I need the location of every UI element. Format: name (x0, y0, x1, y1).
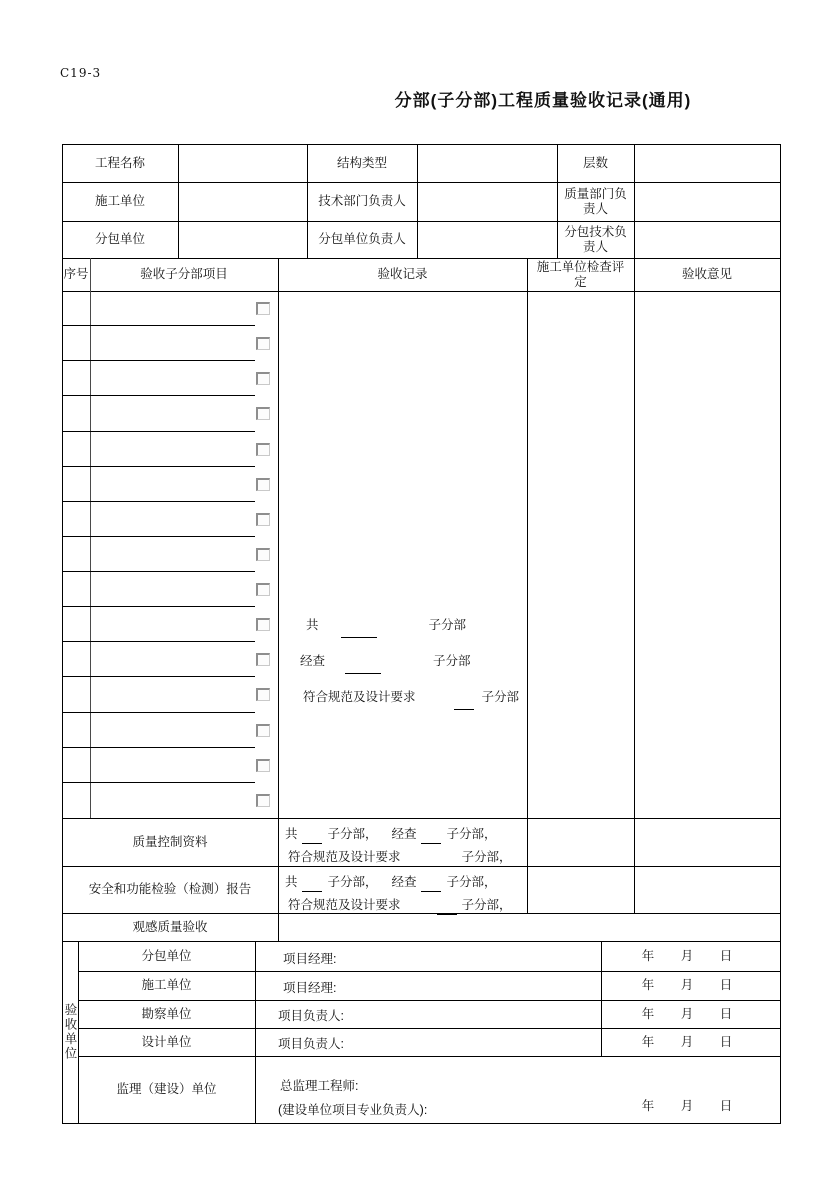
sign-date-design[interactable]: 年 月 日 (641, 1034, 740, 1049)
subpart-checkbox[interactable] (256, 794, 270, 807)
contractor-check-cell[interactable] (527, 291, 634, 818)
sign-unit-subcontractor: 分包单位 (141, 948, 192, 963)
subcontractor-label: 分包单位 (94, 232, 145, 246)
subpart-checkbox[interactable] (256, 302, 270, 315)
subpart-checkbox[interactable] (256, 653, 270, 666)
subpart-row (62, 713, 278, 748)
record-summary-line2: 经查 子分部 (300, 651, 471, 669)
structure-type-value[interactable] (417, 144, 557, 182)
subpart-checkbox[interactable] (256, 478, 270, 491)
subpart-row (62, 467, 278, 502)
subpart-row (62, 537, 278, 572)
subpart-checkbox[interactable] (256, 337, 270, 350)
subpart-item-list (62, 291, 278, 818)
count-blank[interactable] (345, 671, 381, 674)
subcontractor-value[interactable] (178, 221, 307, 258)
sign-role-survey: 项目负责人: (278, 1009, 344, 1023)
quality-control-docs-line-a: 共 子分部， 经查 子分部， (285, 824, 497, 842)
tech-dept-head-value[interactable] (417, 182, 557, 221)
subpart-row (62, 326, 278, 361)
sign-role-design: 项目负责人: (278, 1037, 344, 1051)
count-blank[interactable] (437, 864, 457, 867)
quality-control-docs-line-b: 符合规范及设计要求 子分部， (288, 847, 512, 865)
quality-control-docs-label: 质量控制资料 (132, 834, 208, 849)
subpart-checkbox[interactable] (256, 513, 270, 526)
header-item: 验收子分部项目 (140, 267, 228, 281)
record-summary-line3: 符合规范及设计要求 子分部 (303, 687, 519, 705)
subcontractor-tech-head-label: 分包技术负责人 (564, 224, 627, 254)
sign-date-supervisor[interactable]: 年 月 日 (641, 1098, 740, 1113)
safety-function-report-line-a: 共 子分部， 经查 子分部， (285, 872, 497, 890)
tech-dept-head-label: 技术部门负责人 (318, 194, 406, 208)
sign-date-constructor[interactable]: 年 月 日 (641, 978, 740, 992)
floors-label: 层数 (582, 155, 608, 170)
grid-line (278, 258, 279, 941)
count-blank[interactable] (454, 707, 474, 710)
sign-role-constructor: 项目经理: (283, 981, 337, 995)
subpart-row (62, 572, 278, 607)
subpart-row (62, 291, 278, 326)
subpart-checkbox[interactable] (256, 688, 270, 701)
construction-unit-value[interactable] (178, 182, 307, 221)
quality-dept-head-value[interactable] (634, 182, 780, 221)
safety-function-report-line-b: 符合规范及设计要求 子分部， (288, 895, 512, 913)
header-check: 施工单位检查评定 (536, 259, 625, 289)
sign-role-supervisor-line2: (建设单位项目专业负责人): (278, 1103, 428, 1117)
floors-value[interactable] (634, 144, 780, 182)
subpart-row (62, 677, 278, 712)
subpart-row (62, 607, 278, 642)
subpart-checkbox[interactable] (256, 548, 270, 561)
acceptance-opinion-cell[interactable] (634, 291, 780, 818)
grid-line (255, 941, 256, 1123)
count-blank[interactable] (341, 635, 377, 638)
doc-code: C19-3 (60, 66, 102, 80)
appearance-quality-record-cell[interactable] (278, 913, 780, 941)
subpart-checkbox[interactable] (256, 724, 270, 737)
construction-unit-label: 施工单位 (94, 194, 145, 208)
project-name-label: 工程名称 (94, 155, 145, 170)
subpart-checkbox[interactable] (256, 407, 270, 420)
sign-role-supervisor-line1: 总监理工程师: (280, 1079, 359, 1093)
appearance-quality-label: 观感质量验收 (132, 919, 208, 934)
sign-unit-supervisor: 监理（建设）单位 (116, 1082, 217, 1096)
count-blank[interactable] (302, 889, 322, 892)
count-blank[interactable] (421, 841, 441, 844)
subcontractor-head-value[interactable] (417, 221, 557, 258)
sign-unit-survey: 勘察单位 (141, 1006, 192, 1021)
header-opinion: 验收意见 (681, 267, 732, 281)
sign-date-survey[interactable]: 年 月 日 (641, 1006, 740, 1021)
sign-role-subcontractor: 项目经理: (283, 952, 337, 966)
subcontractor-tech-head-value[interactable] (634, 221, 780, 258)
subpart-row (62, 432, 278, 467)
count-blank[interactable] (302, 841, 322, 844)
subpart-row (62, 396, 278, 431)
subpart-checkbox[interactable] (256, 372, 270, 385)
grid-line (62, 1123, 781, 1124)
subpart-checkbox[interactable] (256, 443, 270, 456)
subpart-checkbox[interactable] (256, 618, 270, 631)
subpart-row (62, 783, 278, 818)
subpart-row (62, 502, 278, 537)
acceptance-units-side-label: 验收单位 (63, 1003, 77, 1061)
header-no: 序号 (63, 267, 89, 281)
sign-unit-constructor: 施工单位 (141, 978, 192, 992)
subpart-row (62, 361, 278, 396)
sign-date-subcontractor[interactable]: 年 月 日 (641, 948, 740, 963)
sign-unit-design: 设计单位 (141, 1034, 192, 1049)
count-blank[interactable] (421, 889, 441, 892)
subpart-row (62, 748, 278, 783)
subpart-checkbox[interactable] (256, 759, 270, 772)
subpart-checkbox[interactable] (256, 583, 270, 596)
safety-function-report-label: 安全和功能检验（检测）报告 (88, 882, 252, 896)
page-title: 分部(子分部)工程质量验收记录(通用) (394, 91, 692, 110)
header-record: 验收记录 (377, 267, 428, 281)
structure-type-label: 结构类型 (336, 155, 387, 170)
project-name-value[interactable] (178, 144, 307, 182)
grid-line (780, 144, 781, 1123)
subpart-row (62, 642, 278, 677)
subcontractor-head-label: 分包单位负责人 (318, 232, 406, 246)
record-summary-line1: 共 子分部 (306, 615, 466, 633)
quality-dept-head-label: 质量部门负责人 (564, 186, 627, 216)
